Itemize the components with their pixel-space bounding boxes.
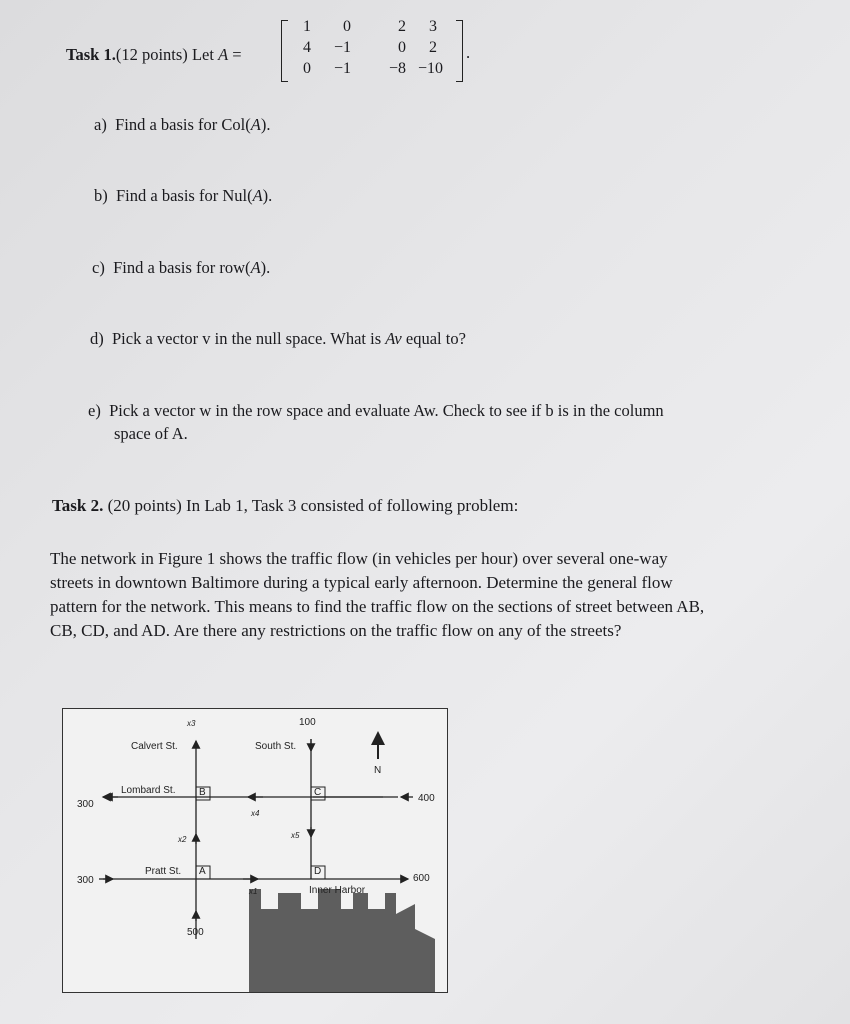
matrix-cell: 3 — [429, 18, 437, 35]
matrix-period: . — [466, 43, 471, 62]
node-a-label: A — [199, 866, 206, 877]
calvert-street-label: Calvert St. — [131, 741, 178, 752]
paragraph-line: streets in downtown Baltimore during a typical early afternoon. Determine the general flow — [50, 573, 673, 592]
pratt-street-label: Pratt St. — [145, 866, 182, 877]
task2-heading: Task 2. — [52, 496, 104, 515]
var-x1-label: x1 — [249, 887, 258, 896]
var-x2-label: x2 — [178, 835, 187, 844]
part-label: a) — [94, 115, 107, 134]
part-text: Find a basis for row( — [113, 258, 251, 277]
task2-paragraph — [50, 547, 820, 643]
part-label: e) — [88, 401, 101, 420]
var-x3-label: x3 — [187, 719, 196, 728]
paragraph-line: The network in Figure 1 shows the traffic flow (in vehicles per hour) over several one-way — [50, 549, 668, 568]
matrix-cell: −10 — [417, 60, 443, 77]
matrix-cell: −8 — [388, 60, 406, 77]
task1-part-e — [88, 400, 664, 422]
task1-part-c — [92, 257, 270, 279]
flow-bottom-label: 500 — [187, 927, 204, 938]
part-label: d) — [90, 329, 104, 348]
task1-equals: = — [232, 45, 242, 64]
task2-intro: (20 points) In Lab 1, Task 3 consisted of following problem: — [107, 496, 519, 515]
part-text: Find a basis for Col( — [115, 115, 251, 134]
matrix-cell: 4 — [303, 39, 311, 56]
matrix-cell: 0 — [398, 39, 406, 56]
task1-part-b — [94, 185, 272, 207]
flow-left-top-label: 300 — [77, 799, 94, 810]
node-c-label: C — [314, 787, 322, 798]
task1-points: (12 points) — [115, 45, 188, 64]
node-d-label: D — [314, 866, 322, 877]
inner-harbor-label: Inner Harbor — [309, 885, 366, 896]
lombard-street-label: Lombard St. — [121, 785, 176, 796]
part-var: Av — [385, 329, 402, 348]
north-label: N — [374, 765, 382, 776]
task1-part-a — [94, 114, 270, 136]
matrix-cell: 0 — [303, 60, 311, 77]
south-street-label: South St. — [255, 741, 297, 752]
task1-var: A — [218, 45, 229, 64]
task1-part-e-line2: space of A. — [114, 424, 188, 443]
matrix-right-bracket — [456, 20, 463, 82]
task2-heading-line — [52, 495, 518, 517]
flow-left-bottom-label: 300 — [77, 875, 94, 886]
part-var: A — [250, 258, 261, 277]
task1-heading-line — [66, 44, 242, 66]
flow-right-bottom-label: 600 — [413, 873, 430, 884]
matrix-cell: 2 — [429, 39, 437, 56]
part-tail: equal to? — [401, 329, 466, 348]
part-text: Pick a vector w in the row space and evaluate Aw. Check to see if b is in the column — [109, 401, 664, 420]
matrix-cell: 2 — [398, 18, 406, 35]
part-label: b) — [94, 186, 108, 205]
part-tail: ). — [260, 258, 271, 277]
paragraph-line: CB, CD, and AD. Are there any restrictions on the traffic flow on any of the streets? — [50, 621, 622, 640]
part-tail: ). — [260, 115, 271, 134]
part-text: Pick a vector v in the null space. What is — [112, 329, 386, 348]
matrix-cell: 0 — [343, 18, 351, 35]
flow-top-label: 100 — [299, 717, 316, 728]
task1-let: Let — [191, 45, 214, 64]
traffic-network-figure — [62, 708, 448, 993]
paragraph-line: pattern for the network. This means to find the traffic flow on the sections of street between AB, — [50, 597, 705, 616]
matrix-cell: −1 — [333, 39, 351, 56]
matrix-cell: −1 — [333, 60, 351, 77]
matrix-cell: 1 — [303, 18, 311, 35]
var-x4-label: x4 — [251, 809, 260, 818]
matrix-a — [281, 18, 463, 82]
part-label: c) — [92, 258, 105, 277]
inner-harbor-silhouette — [249, 889, 435, 992]
part-var: A — [250, 115, 261, 134]
node-b-label: B — [199, 787, 206, 798]
flow-right-top-label: 400 — [418, 793, 435, 804]
task1-heading: Task 1. — [66, 45, 116, 64]
part-var: A — [252, 186, 263, 205]
task1-part-d — [90, 328, 466, 350]
part-text: Find a basis for Nul( — [116, 186, 253, 205]
part-tail: ). — [262, 186, 273, 205]
var-x5-label: x5 — [291, 831, 300, 840]
